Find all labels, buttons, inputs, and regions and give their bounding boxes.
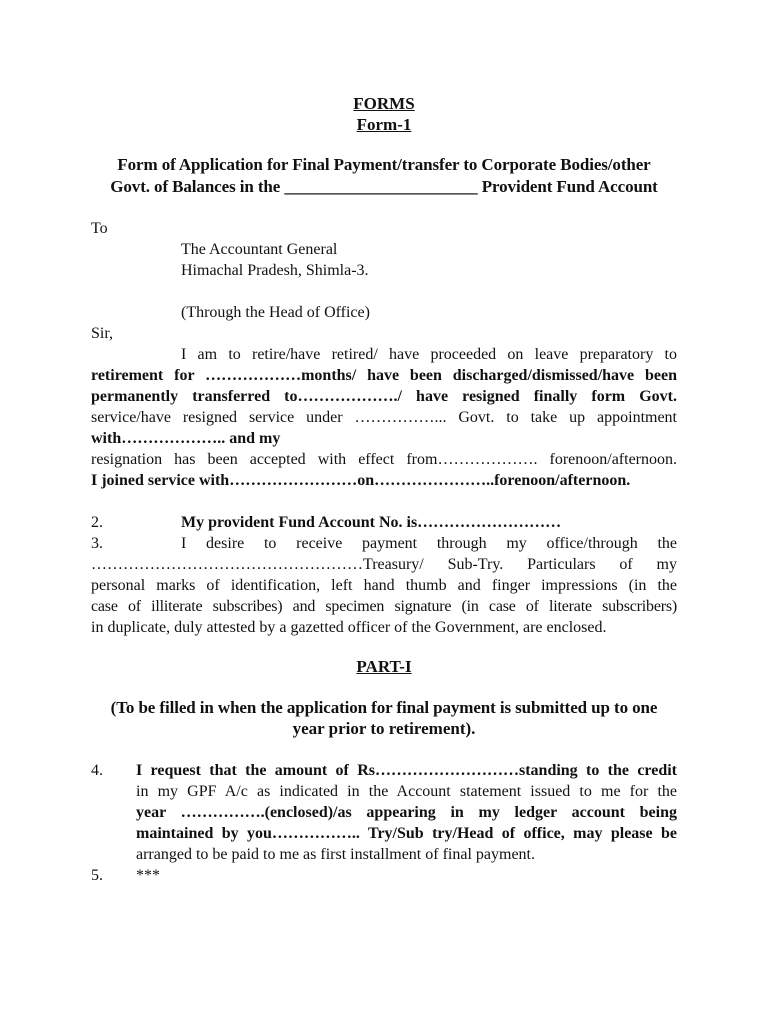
para1-line-4: service/have resigned service under ……………... Govt. to take up appointment [91, 409, 677, 426]
item-5-number: 5. [91, 867, 103, 884]
item-4-number: 4. [91, 762, 103, 779]
para1-line-6: resignation has been accepted with effect from………………. forenoon/afternoon. [91, 451, 677, 468]
to-label: To [91, 220, 108, 237]
para1-line-1: I am to retire/have retired/ have proceeded on leave preparatory to [181, 346, 677, 363]
item-4-line-2: in my GPF A/c as indicated in the Account statement issued to me for the [136, 783, 677, 800]
item-3-line-3: personal marks of identification, left hand thumb and finger impressions (in the [91, 577, 677, 594]
item-4-line-4: maintained by you…………….. Try/Sub try/Head of office, may please be [136, 825, 677, 842]
part-1-heading: PART-I [356, 657, 412, 676]
part-1-note-line-2: year prior to retirement). [292, 719, 476, 738]
item-3-line-5: in duplicate, duly attested by a gazetted officer of the Government, are enclosed. [91, 619, 607, 636]
item-2-number: 2. [91, 514, 103, 531]
item-4-line-1: I request that the amount of Rs………………………standing to the credit [136, 762, 677, 779]
form-number: Form-1 [356, 115, 412, 134]
item-4-line-3: year …………….(enclosed)/as appearing in my ledger account being [136, 804, 677, 821]
item-3-line-1: I desire to receive payment through my office/through the [181, 535, 677, 552]
item-3-line-2: ……………………………………………Treasury/ Sub-Try. Particulars of my [91, 556, 677, 573]
item-4-line-5: arranged to be paid to me as first installment of final payment. [136, 846, 535, 863]
item-5-text: *** [136, 867, 160, 884]
item-3-line-4: case of illiterate subscribes) and specimen signature (in case of literate subscribers) [91, 598, 677, 615]
para1-line-3: permanently transferred to………………./ have resigned finally form Govt. [91, 388, 677, 405]
item-2-text: My provident Fund Account No. is……………………… [181, 514, 562, 531]
para1-line-7: I joined service with……………………on…………………..forenoon/afternoon. [91, 472, 631, 489]
addressee: The Accountant General [181, 241, 338, 258]
addressee-location: Himachal Pradesh, Shimla-3. [181, 262, 369, 279]
item-3-number: 3. [91, 535, 103, 552]
form-title-line-1: Form of Application for Final Payment/transfer to Corporate Bodies/other [117, 155, 651, 174]
form-title-line-2: Govt. of Balances in the _______________________ Provident Fund Account [110, 177, 658, 196]
para1-line-2: retirement for ………………months/ have been discharged/dismissed/have been [91, 367, 677, 384]
part-1-note-line-1: (To be filled in when the application for final payment is submitted up to one [110, 698, 658, 717]
para1-line-5: with……………….. and my [91, 430, 281, 447]
salutation: Sir, [91, 325, 114, 342]
through-head-of-office: (Through the Head of Office) [181, 304, 370, 321]
forms-heading: FORMS [353, 94, 415, 113]
